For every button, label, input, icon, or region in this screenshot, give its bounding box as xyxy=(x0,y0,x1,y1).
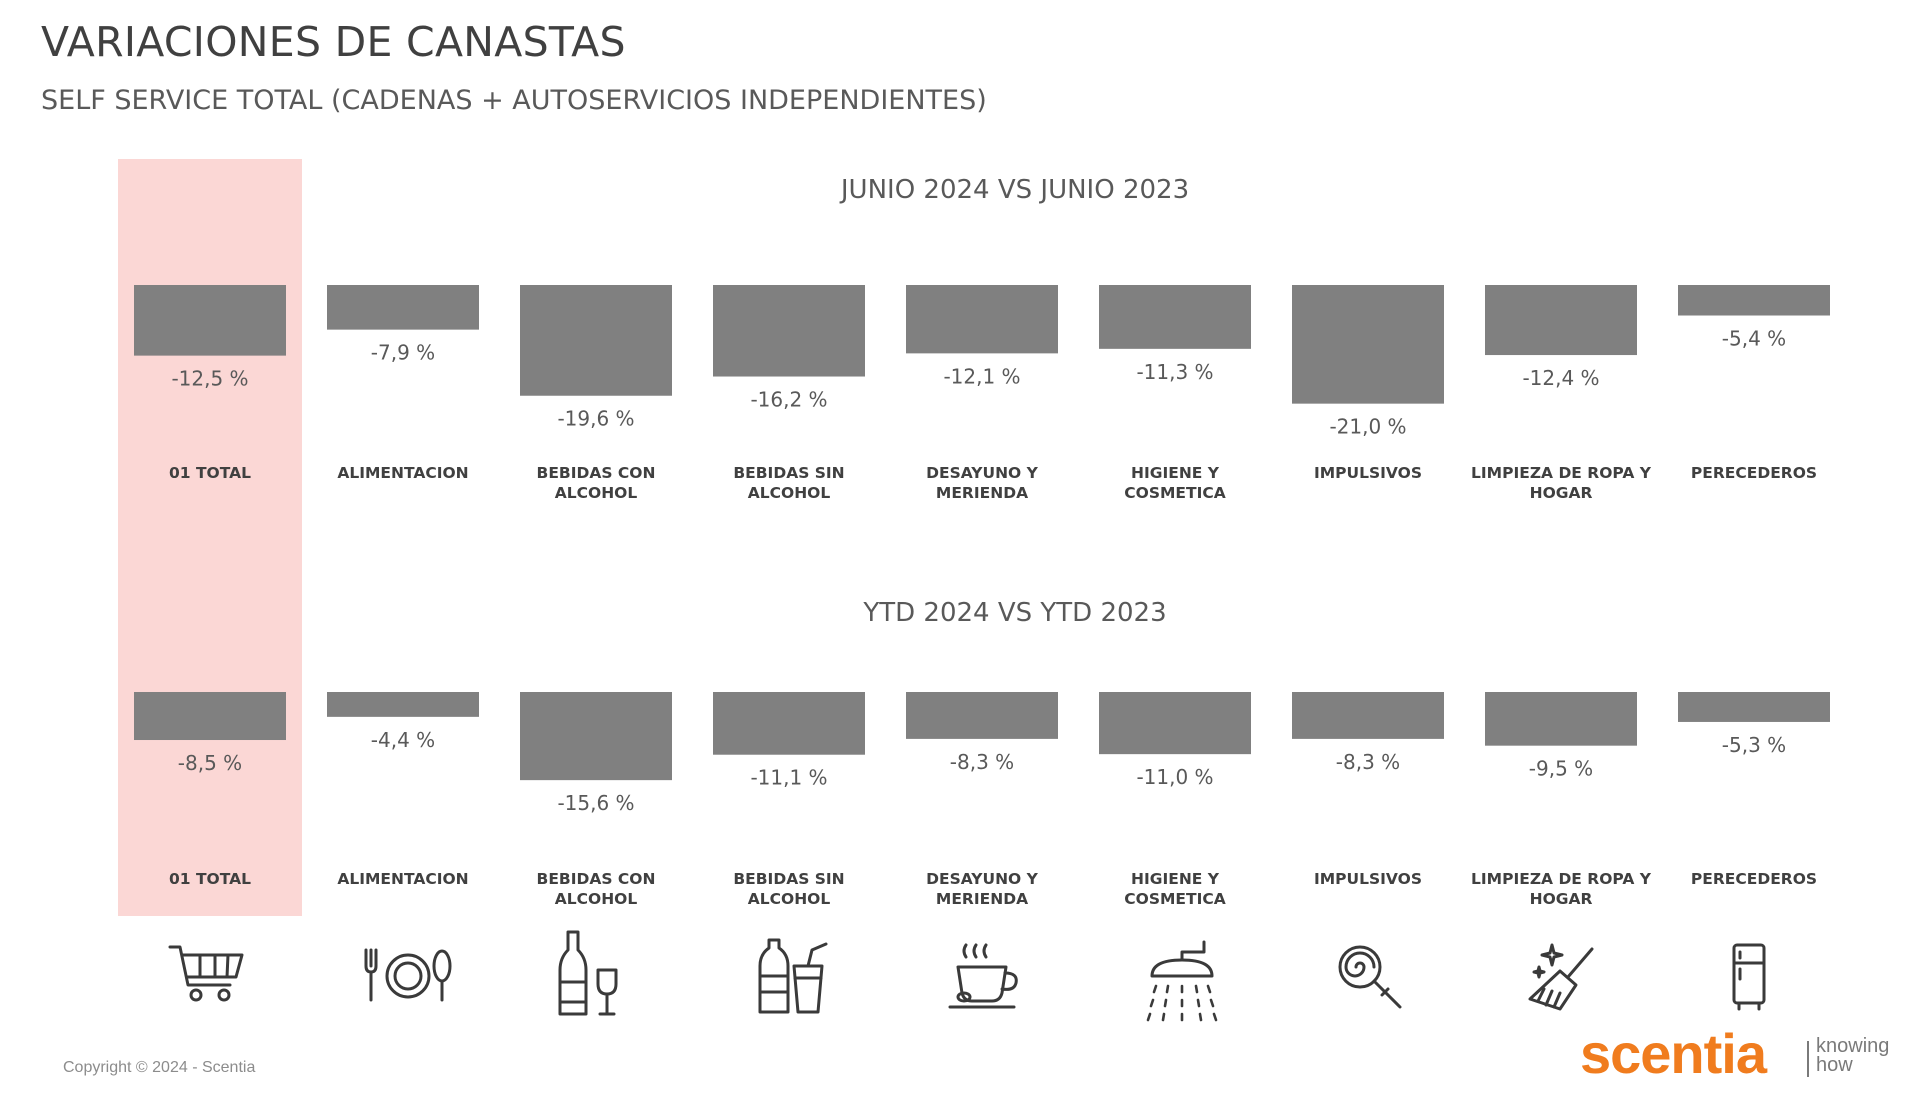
value-label-ytd-4: -8,3 % xyxy=(949,749,1015,774)
logo-wordmark: scentia xyxy=(1580,1022,1766,1085)
page-title: VARIACIONES DE CANASTAS xyxy=(41,18,626,66)
category-label-junio-6-0: IMPULSIVOS xyxy=(1313,464,1423,482)
category-label-junio-2-1: ALCOHOL xyxy=(554,484,638,502)
value-label-ytd-0: -8,5 % xyxy=(177,751,243,776)
category-label-ytd-3-0: BEBIDAS SIN xyxy=(733,870,845,888)
scentia-logo xyxy=(1580,1022,1910,1085)
category-label-ytd-2-0: BEBIDAS CON xyxy=(536,870,656,888)
value-label-junio-7: -12,4 % xyxy=(1522,366,1600,391)
logo-tagline-line-1: knowing xyxy=(1816,1035,1890,1057)
lollipop-icon xyxy=(1340,947,1400,1007)
category-label-ytd-0-0: 01 TOTAL xyxy=(169,870,251,888)
category-label-junio-1-0: ALIMENTACION xyxy=(337,464,469,482)
value-label-junio-2: -19,6 % xyxy=(557,406,635,431)
value-label-junio-1: -7,9 % xyxy=(370,340,436,365)
value-label-junio-3: -16,2 % xyxy=(750,387,828,412)
category-label-junio-4-0: DESAYUNO Y xyxy=(926,464,1038,482)
value-label-ytd-6: -8,3 % xyxy=(1335,749,1401,774)
logo-tagline xyxy=(1816,1037,1906,1075)
page-subtitle: SELF SERVICE TOTAL (CADENAS + AUTOSERVICIOS INDEPENDIENTES) xyxy=(41,85,987,116)
category-label-ytd-1-0: ALIMENTACION xyxy=(337,870,469,888)
refrigerator-icon xyxy=(1734,945,1764,1009)
value-label-junio-8: -5,4 % xyxy=(1721,326,1787,351)
category-label-ytd-8-0: PERECEDEROS xyxy=(1690,870,1818,888)
value-label-ytd-7: -9,5 % xyxy=(1528,756,1594,781)
category-label-ytd-4-0: DESAYUNO Y xyxy=(926,870,1038,888)
category-label-ytd-3-1: ALCOHOL xyxy=(747,890,831,908)
logo-separator xyxy=(1807,1041,1809,1077)
coffee-cup-icon xyxy=(950,945,1016,1007)
category-label-ytd-5-0: HIGIENE Y xyxy=(1131,870,1219,888)
category-label-junio-7-0: LIMPIEZA DE ROPA Y xyxy=(1471,464,1651,482)
value-label-ytd-5: -11,0 % xyxy=(1136,765,1214,790)
value-label-ytd-1: -4,4 % xyxy=(370,727,436,752)
category-label-junio-5-0: HIGIENE Y xyxy=(1131,464,1219,482)
value-label-ytd-3: -11,1 % xyxy=(750,765,828,790)
value-label-ytd-8: -5,3 % xyxy=(1721,732,1787,757)
logo-tagline-line-2: how xyxy=(1816,1054,1853,1076)
cutlery-plate-icon xyxy=(366,950,450,1000)
copyright-text: Copyright © 2024 - Scentia xyxy=(63,1059,256,1076)
category-label-junio-7-1: HOGAR xyxy=(1529,484,1593,502)
soda-bottle-cup-icon xyxy=(760,940,826,1012)
category-label-ytd-7-1: HOGAR xyxy=(1529,890,1593,908)
shower-icon xyxy=(1148,942,1216,1020)
value-label-junio-0: -12,5 % xyxy=(171,366,249,391)
category-label-junio-4-1: MERIENDA xyxy=(935,484,1029,502)
category-label-junio-0-0: 01 TOTAL xyxy=(169,464,251,482)
category-label-junio-3-0: BEBIDAS SIN xyxy=(733,464,845,482)
category-label-junio-5-1: COSMETICA xyxy=(1124,484,1226,502)
category-label-ytd-4-1: MERIENDA xyxy=(935,890,1029,908)
wine-bottle-glass-icon xyxy=(560,932,616,1014)
broom-sparkle-icon xyxy=(1530,945,1592,1009)
category-label-junio-2-0: BEBIDAS CON xyxy=(536,464,656,482)
chart-title-junio: JUNIO 2024 VS JUNIO 2023 xyxy=(840,175,1190,205)
value-label-junio-4: -12,1 % xyxy=(943,364,1021,389)
value-label-junio-6: -21,0 % xyxy=(1329,414,1407,439)
category-label-ytd-2-1: ALCOHOL xyxy=(554,890,638,908)
value-label-ytd-2: -15,6 % xyxy=(557,791,635,816)
category-label-junio-8-0: PERECEDEROS xyxy=(1690,464,1818,482)
category-label-ytd-7-0: LIMPIEZA DE ROPA Y xyxy=(1471,870,1651,888)
chart-title-ytd: YTD 2024 VS YTD 2023 xyxy=(863,598,1167,628)
value-label-junio-5: -11,3 % xyxy=(1136,359,1214,384)
shopping-cart-icon xyxy=(170,947,242,1000)
category-label-ytd-5-1: COSMETICA xyxy=(1124,890,1226,908)
category-label-junio-3-1: ALCOHOL xyxy=(747,484,831,502)
category-label-ytd-6-0: IMPULSIVOS xyxy=(1313,870,1423,888)
